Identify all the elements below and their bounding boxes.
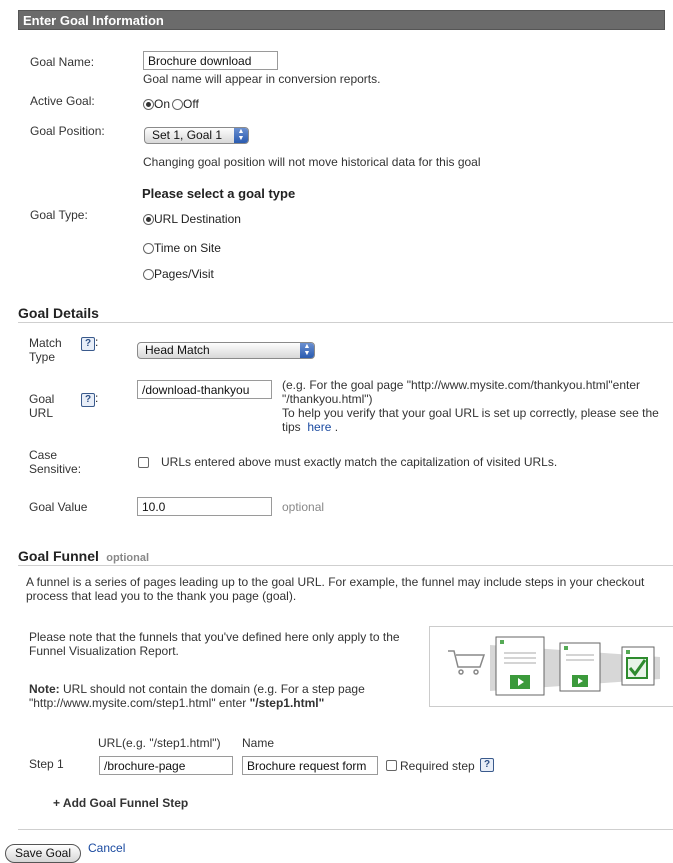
goal-type-heading: Please select a goal type	[142, 186, 296, 201]
match-type-value: Head Match	[145, 343, 210, 357]
goal-url-help[interactable]	[81, 391, 98, 407]
goal-url-hint-line3: To help you verify that your goal URL is set up correctly, please see the	[282, 406, 659, 420]
page-icon-1	[496, 637, 544, 695]
goal-type-option-url[interactable]	[143, 212, 241, 226]
help-icon[interactable]: ?	[81, 393, 95, 407]
step-1-required-checkbox[interactable]	[386, 760, 397, 771]
goal-type-pages-label: Pages/Visit	[154, 267, 214, 281]
page-icon-goal	[622, 647, 654, 685]
goal-type-option-pages[interactable]	[143, 267, 214, 281]
goal-value-label: Goal Value	[29, 500, 88, 514]
funnel-note-line3: URL should not contain the domain (e.g. For a step page	[59, 682, 365, 696]
shopping-cart-icon	[448, 651, 484, 674]
case-sensitive-text: URLs entered above must exactly match the capitalization of visited URLs.	[161, 455, 558, 469]
step-1-required-label: Required step	[400, 759, 475, 773]
goal-funnel-heading	[18, 548, 149, 564]
goal-funnel-desc-line2: process that lead you to the thank you page (goal).	[26, 589, 297, 603]
match-type-help[interactable]	[81, 335, 98, 351]
match-type-label-line2: Type	[29, 350, 56, 364]
funnel-note-line2: Funnel Visualization Report.	[29, 644, 179, 658]
active-off-label: Off	[183, 97, 199, 111]
goal-url-hint-line1: (e.g. For the goal page "http://www.mysite.com/thankyou.html"enter	[282, 378, 641, 392]
goal-name-input[interactable]	[143, 51, 278, 70]
goal-type-url-radio[interactable]	[143, 214, 154, 225]
case-sensitive-checkbox[interactable]	[138, 457, 149, 468]
goal-url-input[interactable]	[137, 380, 272, 399]
goal-type-option-time[interactable]	[143, 241, 221, 255]
goal-funnel-desc-line1: A funnel is a series of pages leading up to the goal URL. For example, the funnel may include steps in your checkout	[26, 575, 645, 589]
goal-url-hint-period: .	[334, 420, 339, 434]
case-sensitive-label	[29, 448, 81, 476]
funnel-note	[29, 630, 400, 658]
funnel-diagram	[430, 627, 673, 706]
goal-url-label-line1: Goal	[29, 392, 55, 406]
funnel-note-example: "/step1.html"	[249, 696, 325, 710]
save-goal-button[interactable]: Save Goal	[5, 844, 81, 863]
cancel-link[interactable]: Cancel	[88, 841, 126, 855]
active-goal-label: Active Goal:	[30, 94, 95, 108]
select-arrows-icon: ▲ ▼	[234, 128, 248, 143]
help-icon[interactable]: ?	[480, 758, 494, 772]
active-goal-radio-group	[143, 97, 199, 111]
step-1-label: Step 1	[29, 757, 64, 771]
goal-funnel-title: Goal Funnel	[18, 548, 99, 564]
footer-divider	[18, 829, 673, 830]
goal-url-hint	[282, 378, 672, 434]
goal-url-colon: :	[95, 391, 99, 405]
goal-name-hint: Goal name will appear in conversion reports.	[143, 72, 381, 86]
goal-name-label: Goal Name:	[30, 55, 95, 69]
goal-url-hint-line4	[282, 420, 672, 434]
add-funnel-step-link[interactable]: + Add Goal Funnel Step	[53, 796, 189, 810]
goal-position-select[interactable]	[144, 127, 249, 144]
goal-position-value: Set 1, Goal 1	[152, 128, 223, 142]
goal-funnel-optional: optional	[106, 552, 150, 564]
goal-url-label-line2: URL	[29, 406, 54, 420]
section-header-goal-information: Enter Goal Information	[18, 10, 665, 30]
goal-type-pages-radio[interactable]	[143, 269, 154, 280]
goal-position-label: Goal Position:	[30, 124, 105, 138]
step-1-url-input[interactable]	[99, 756, 233, 775]
match-type-colon: :	[95, 335, 99, 349]
case-sensitive-label-line1: Case	[29, 448, 58, 462]
funnel-note-line4: "http://www.mysite.com/step1.html" enter	[29, 696, 250, 710]
goal-url-label	[29, 392, 54, 420]
funnel-url-column-header: URL(e.g. "/step1.html")	[98, 736, 221, 750]
active-on-label: On	[154, 97, 171, 111]
select-arrows-icon: ▲ ▼	[300, 343, 314, 358]
goal-funnel-divider	[18, 565, 673, 566]
funnel-illustration	[429, 626, 673, 707]
help-icon[interactable]: ?	[81, 337, 95, 351]
goal-funnel-description	[26, 575, 671, 603]
match-type-label	[29, 336, 62, 364]
goal-type-time-label: Time on Site	[154, 241, 221, 255]
goal-position-hint: Changing goal position will not move historical data for this goal	[143, 155, 481, 169]
active-on-radio[interactable]	[143, 99, 154, 110]
goal-value-input[interactable]	[137, 497, 272, 516]
goal-type-label: Goal Type:	[30, 208, 88, 222]
match-type-label-line1: Match	[29, 336, 62, 350]
active-off-radio[interactable]	[172, 99, 183, 110]
match-type-select[interactable]	[137, 342, 315, 359]
step-1-name-input[interactable]	[242, 756, 378, 775]
page-icon-2	[560, 643, 600, 691]
goal-type-url-label: URL Destination	[154, 212, 241, 226]
funnel-note-line1: Please note that the funnels that you've defined here only apply to the	[29, 630, 400, 644]
goal-details-title: Goal Details	[18, 305, 99, 321]
goal-value-optional: optional	[282, 500, 325, 514]
here-link[interactable]: here	[307, 420, 332, 434]
funnel-url-note	[29, 682, 365, 710]
goal-url-hint-tips: tips	[282, 420, 301, 434]
funnel-name-column-header: Name	[242, 736, 275, 750]
goal-url-hint-line2: "/thankyou.html")	[282, 392, 373, 406]
case-sensitive-label-line2: Sensitive:	[29, 462, 82, 476]
goal-type-time-radio[interactable]	[143, 243, 154, 254]
goal-details-divider	[18, 322, 673, 323]
funnel-note-bold: Note:	[29, 682, 60, 696]
